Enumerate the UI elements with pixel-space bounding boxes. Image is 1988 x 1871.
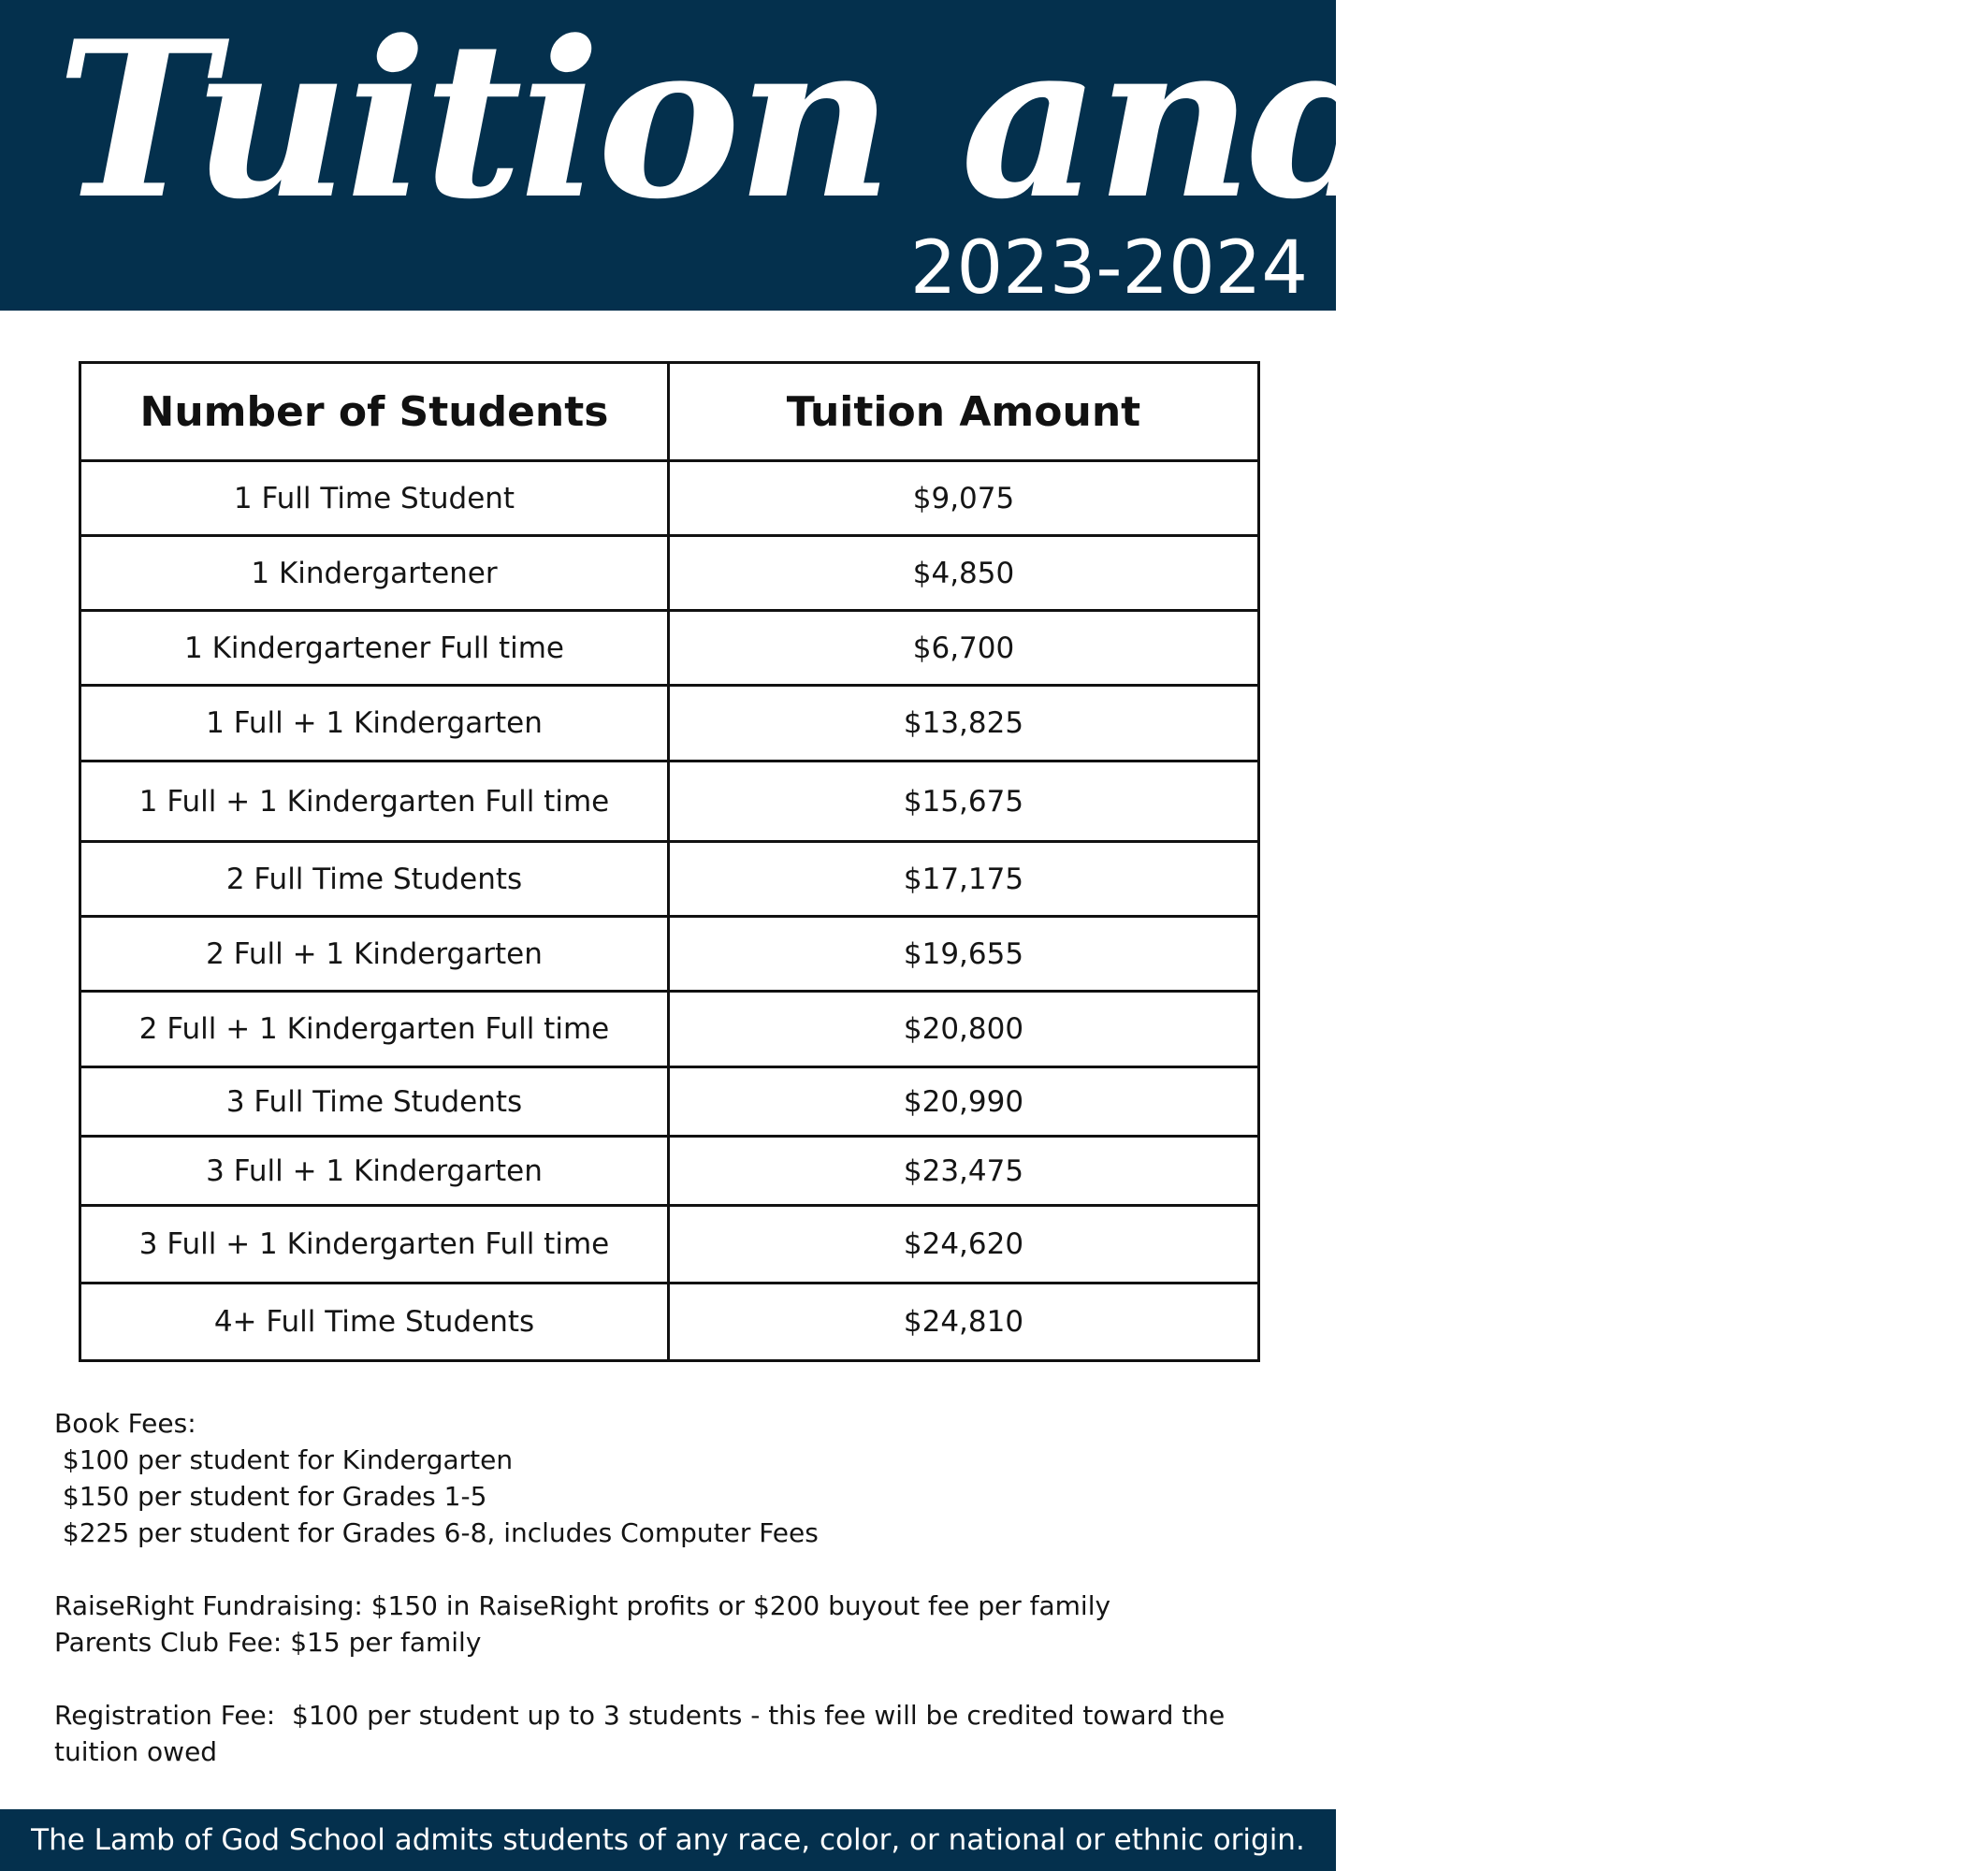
- table-row: [80, 761, 1259, 842]
- book-fee-kindergarten: $100 per student for Kindergarten: [54, 1444, 514, 1475]
- school-year: 2023-2024: [909, 226, 1308, 311]
- column-header-amount: Tuition Amount: [669, 363, 1259, 461]
- amount-cell: $15,675: [669, 761, 1259, 842]
- spacer: [54, 1661, 1299, 1697]
- registration-fee-continued: tuition owed: [54, 1736, 218, 1767]
- amount-cell: $6,700: [669, 611, 1259, 686]
- amount-cell: $20,800: [669, 992, 1259, 1067]
- amount-cell: $24,620: [669, 1206, 1259, 1284]
- spacer: [54, 1551, 1299, 1588]
- students-cell: 1 Kindergartener Full time: [80, 611, 669, 686]
- table-row: [80, 611, 1259, 686]
- amount-cell: $4,850: [669, 536, 1259, 611]
- table-row: [80, 1284, 1259, 1361]
- table-header-row: [80, 363, 1259, 461]
- table-row: [80, 1067, 1259, 1137]
- page-title: Tuition and Fees: [56, 0, 1988, 247]
- amount-cell: $19,655: [669, 917, 1259, 992]
- table-row: [80, 536, 1259, 611]
- book-fee-grades-1-5: $150 per student for Grades 1-5: [54, 1481, 487, 1512]
- table-row: [80, 1206, 1259, 1284]
- amount-cell: $9,075: [669, 461, 1259, 536]
- title-banner: [0, 0, 1988, 311]
- table-row: [80, 1137, 1259, 1206]
- raiseright-fee: RaiseRight Fundraising: $150 in RaiseRight profits or $200 buyout fee per family: [54, 1590, 1111, 1621]
- students-cell: 2 Full + 1 Kindergarten: [80, 917, 669, 992]
- students-cell: 1 Kindergartener: [80, 536, 669, 611]
- table-row: [80, 917, 1259, 992]
- students-cell: 3 Full Time Students: [80, 1067, 669, 1137]
- column-header-students: Number of Students: [80, 363, 669, 461]
- table-row: [80, 686, 1259, 761]
- students-cell: 3 Full + 1 Kindergarten Full time: [80, 1206, 669, 1284]
- table-row: [80, 992, 1259, 1067]
- tuition-table: [79, 361, 1260, 1362]
- table-row: [80, 461, 1259, 536]
- students-cell: 3 Full + 1 Kindergarten: [80, 1137, 669, 1206]
- students-cell: 2 Full + 1 Kindergarten Full time: [80, 992, 669, 1067]
- amount-cell: $17,175: [669, 842, 1259, 917]
- amount-cell: $23,475: [669, 1137, 1259, 1206]
- students-cell: 4+ Full Time Students: [80, 1284, 669, 1361]
- students-cell: 1 Full + 1 Kindergarten: [80, 686, 669, 761]
- table-row: [80, 842, 1259, 917]
- students-cell: 2 Full Time Students: [80, 842, 669, 917]
- students-cell: 1 Full + 1 Kindergarten Full time: [80, 761, 669, 842]
- fee-notes: [54, 1405, 1299, 1770]
- registration-fee: Registration Fee: $100 per student up to 3 students - this fee will be credited toward the: [54, 1700, 1226, 1731]
- nondiscrimination-footer: The Lamb of God School admits students of any race, color, or national or ethnic origin.: [0, 1809, 1336, 1871]
- parents-club-fee: Parents Club Fee: $15 per family: [54, 1627, 482, 1658]
- book-fee-grades-6-8: $225 per student for Grades 6-8, includes Computer Fees: [54, 1517, 819, 1548]
- students-cell: 1 Full Time Student: [80, 461, 669, 536]
- amount-cell: $13,825: [669, 686, 1259, 761]
- amount-cell: $24,810: [669, 1284, 1259, 1361]
- amount-cell: $20,990: [669, 1067, 1259, 1137]
- book-fees-label: Book Fees:: [54, 1408, 196, 1439]
